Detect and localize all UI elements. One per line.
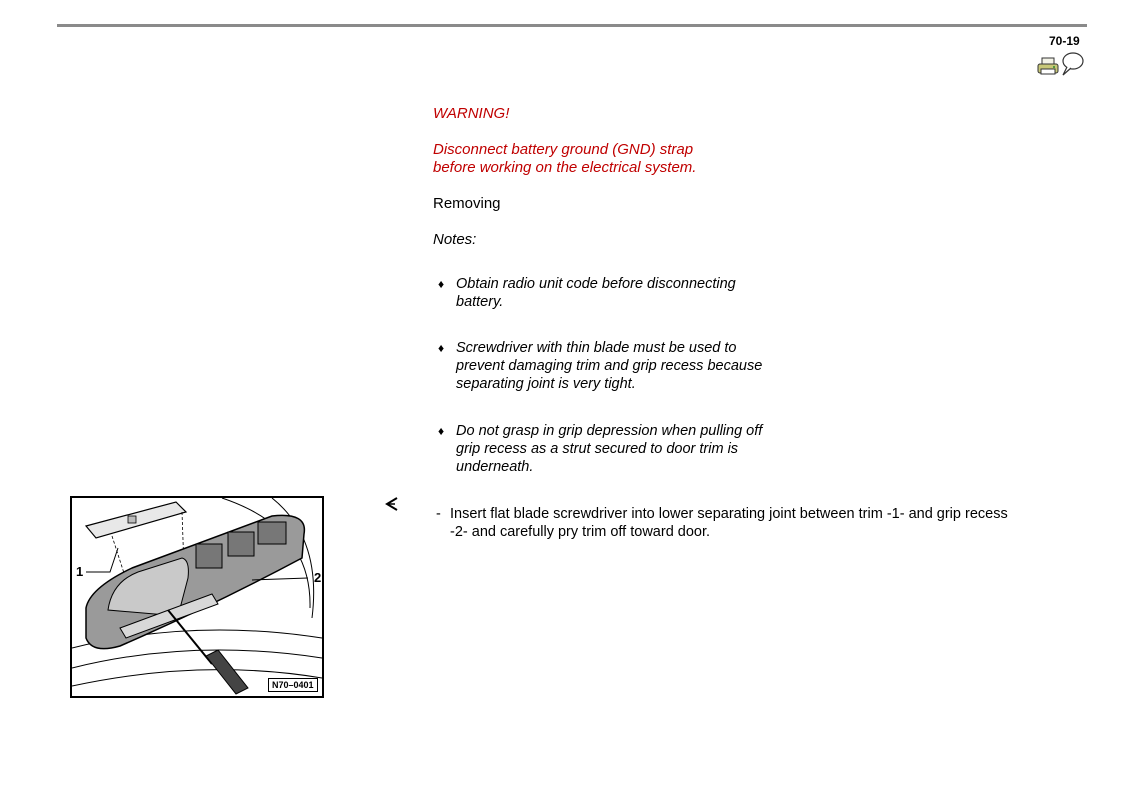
note-line: battery. (456, 294, 504, 310)
note-line: underneath. (456, 459, 534, 475)
note-line: Do not grasp in grip depression when pulling off (456, 423, 763, 439)
note-item (438, 422, 818, 476)
instruction-step (436, 505, 1086, 541)
note-line: grip recess as a strut secured to door trim is (456, 441, 739, 457)
note-line: prevent damaging trim and grip recess because (456, 358, 763, 374)
note-line: Obtain radio unit code before disconnecting (456, 276, 736, 292)
warning-line-2: before working on the electrical system. (433, 159, 697, 176)
warning-title: WARNING! (433, 105, 510, 122)
arrow-left-icon[interactable] (384, 496, 400, 512)
section-heading: Removing (433, 195, 501, 212)
notes-heading: Notes: (433, 231, 477, 248)
bullet-icon: ♦ (438, 277, 445, 291)
note-item (438, 275, 818, 311)
callout-2: 2 (314, 570, 322, 585)
top-divider (57, 24, 1087, 27)
note-line: separating joint is very tight. (456, 376, 636, 392)
illustration-drawing (72, 498, 322, 696)
bullet-icon: ♦ (438, 424, 445, 438)
bullet-icon: ♦ (438, 341, 445, 355)
warning-line-1: Disconnect battery ground (GND) strap (433, 141, 694, 158)
callout-1: 1 (76, 564, 84, 579)
note-line: Screwdriver with thin blade must be used to (456, 340, 737, 356)
step-line-2: -2- and carefully pry trim off toward door. (450, 524, 711, 540)
figure-code: N70–0401 (268, 678, 318, 692)
note-item (438, 339, 818, 393)
step-line-1: Insert flat blade screwdriver into lower separating joint between trim -1- and grip recess (450, 506, 1008, 522)
speech-bubble-icon[interactable] (1059, 50, 1085, 76)
step-dash: - (436, 506, 441, 522)
door-trim-illustration (70, 496, 324, 698)
printer-icon[interactable] (1037, 56, 1059, 76)
page-number: 70-19 (1049, 34, 1080, 48)
